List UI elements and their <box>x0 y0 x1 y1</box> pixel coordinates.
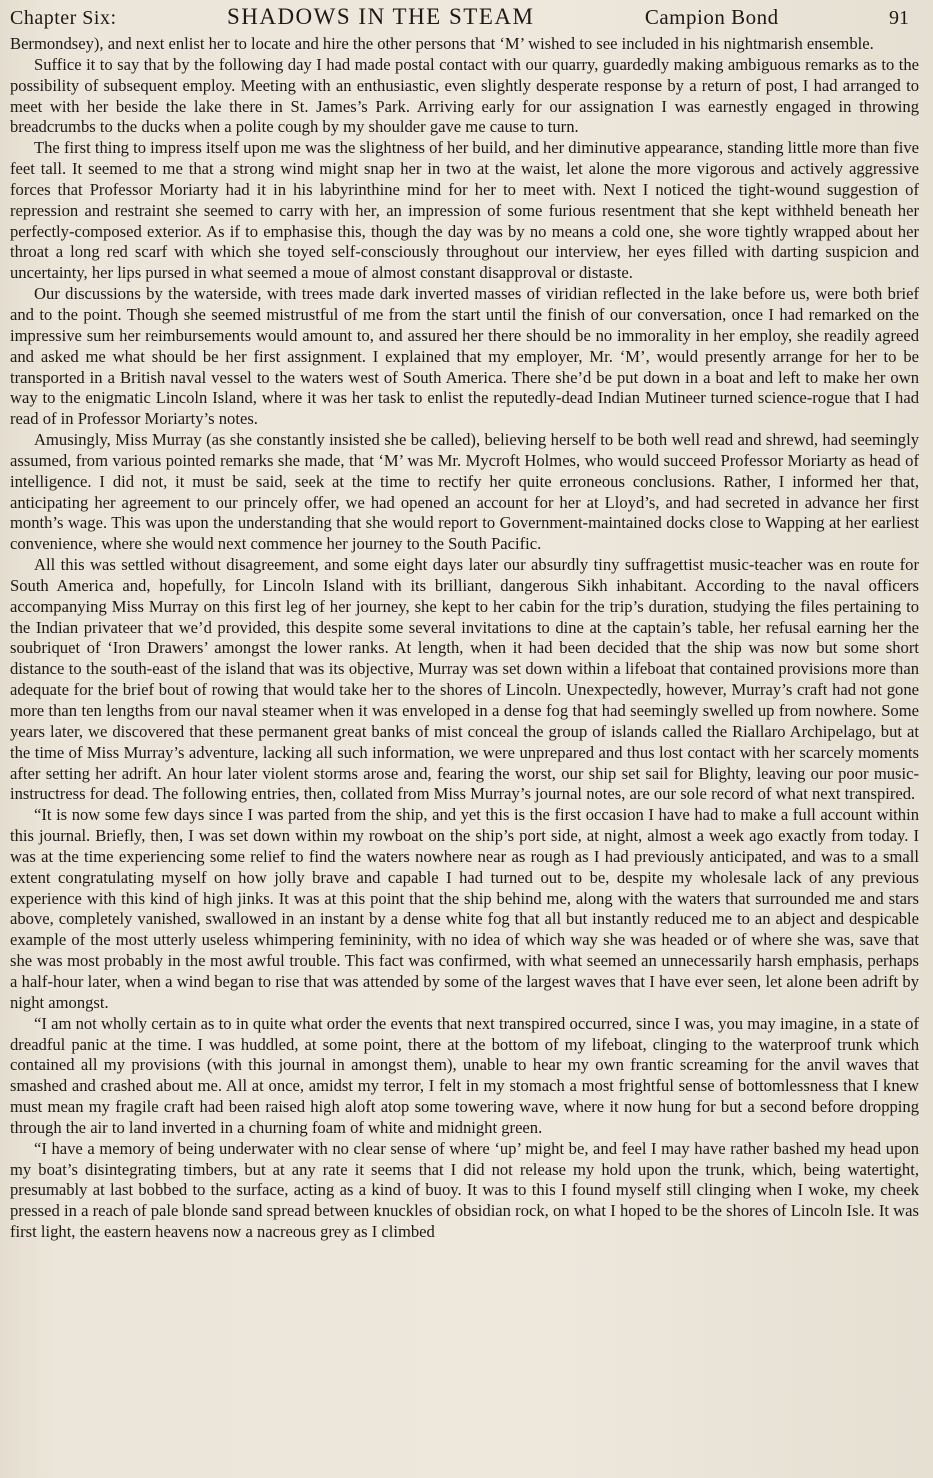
paragraph: “It is now some few days since I was parted from the ship, and yet this is the first occasion I have had to make a full account within this journal. Briefly, then, I was set down within my rowboat on the ship’s port side, at night, almost a week ago exactly from today. I was at the time experiencing some relief to find the waters nowhere near as rough as I had previously anticipated, and was to a small extent congratulating myself on how jolly brave and capable I had turned out to be, despite my wholesale lack of any previous experience with this kind of high jinks. It was at this point that the ship behind me, along with the waters that surrounded me and stars above, completely vanished, swallowed in an instant by a dense white fog that all but instantly reduced me to an abject and despicable example of the most utterly useless whimpering femininity, with no idea of which way she was headed or of where she was, save that she was most probably in the most awful trouble. This fact was confirmed, with what seemed an unnecessarily harsh emphasis, perhaps a half-hour later, when a wind began to rise that was attended by some of the largest waves that I have ever seen, let alone been adrift by night amongst. <box>10 805 919 1012</box>
paragraph: “I am not wholly certain as to in quite what order the events that next transpired occurred, since I was, you may imagine, in a state of dreadful panic at the time. I was huddled, at some point, there at the bottom of my lifeboat, clinging to the waterproof trunk which contained all my provisions (with this journal in amongst them), unable to hear my own frantic screaming for the anvil waves that smashed and crashed about me. All at once, amidst my terror, I felt in my stomach a most frightful sense of bottomlessness that I knew must mean my fragile craft had been raised high aloft atop some towering wave, where it now hung for but a second before dropping through the air to land inverted in a churning foam of white and midnight green. <box>10 1013 919 1137</box>
chapter-title: SHADOWS IN THE STEAM <box>226 4 535 29</box>
paragraph: Amusingly, Miss Murray (as she constantly insisted she be called), believing herself to be both well read and shrewd, had seemingly assumed, from various pointed remarks she made, that ‘M’ was Mr. Mycroft Holmes, who would succeed Professor Moriarty as head of intelligence. I did not, it must be said, seek at the time to rectify her quite erroneous conclusions. Rather, I informed her that, anticipating her agreement to our princely offer, we had opened an account for her at Lloyd’s, and had secreted in advance her first month’s wage. This was upon the understanding that she would report to Government-maintained docks close to Wapping at her earliest convenience, where she would next commence her journey to the South Pacific. <box>10 430 919 554</box>
paragraph: “I have a memory of being underwater with no clear sense of where ‘up’ might be, and feel I may have rather bashed my head upon my boat’s disintegrating timbers, but at any rate it seems that I did not release my hold upon the trunk, which, being watertight, presumably at last bobbed to the surface, acting as a kind of buoy. It was to this I found myself still clinging when I woke, my cheek pressed in a reach of pale blonde sand spread between knuckles of obsidian rock, on what I hoped to be the shores of Lincoln Isle. It was first light, the eastern heavens now a nacreous grey as I climbed <box>10 1138 919 1242</box>
paragraph: The first thing to impress itself upon me was the slightness of her build, and her diminutive appearance, standing little more than five feet tall. It seemed to me that a strong wind might snap her in two at the waist, let alone the more vigorous and actively aggressive forces that Professor Moriarty had it in his labyrinthine mind for her to meet with. Next I noticed the tight-wound suggestion of repression and restraint she seemed to carry with her, an impression of some furious resentment that she kept withheld beneath her perfectly-composed exterior. As if to emphasise this, though the day was by no means a cold one, she wore tightly wrapped about her throat a long red scarf with which she toyed self-consciously throughout our interview, her eyes filled with darting suspicion and uncertainty, her lips pursed in what seemed a moue of almost constant disapproval or distaste. <box>10 138 919 283</box>
page-number: 91 <box>888 7 909 29</box>
chapter-label: Chapter Six: <box>10 7 117 29</box>
paragraph: Suffice it to say that by the following day I had made postal contact with our quarry, guardedly making ambiguous remarks as to the possibility of subsequent employ. Meeting with an enthusiastic, even slightly desperate response by a return of post, I had arranged to meet with her beside the lake there in St. James’s Park. Arriving early for our assignation I was earnestly engaged in throwing breadcrumbs to the ducks when a polite cough by my shoulder gave me cause to turn. <box>10 54 919 137</box>
paragraph: All this was settled without disagreement, and some eight days later our absurdly tiny suffragettist music-teacher was en route for South America and, hopefully, for Lincoln Island with its brilliant, dangerous Sikh inhabitant. According to the naval officers accompanying Miss Murray on this first leg of her journey, she kept to her cabin for the trip’s duration, studying the files pertaining to the Indian privateer that we’d provided, this despite some several invitations to dine at the captain’s table, her refusal earning her the soubriquet of ‘Iron Drawers’ amongst the lower ranks. At length, when it had been decided that the ship was now but some short distance to the south-east of the island that was its objective, Murray was set down within a lifeboat that contained provisions more than adequate for the brief bout of rowing that would take her to the shores of Lincoln. Unexpectedly, however, Murray’s craft had not gone more than ten lengths from our naval steamer when it was enveloped in a dense fog that had seemingly swelled up from nowhere. Some years later, we discovered that these permanent great banks of mist conceal the group of islands called the Riallaro Archipelago, but at the time of Miss Murray’s adventure, lacking all such information, we were unprepared and thus lost contact with her scarcely moments after setting her adrift. An hour later violent storms arose and, fearing the worst, our ship set sail for Blighty, leaving our poor music-instructress for dead. The following entries, then, collated from Miss Murray’s journal notes, are our sole record of what next transpired. <box>10 555 919 804</box>
paragraph: Our discussions by the waterside, with trees made dark inverted masses of viridian reflected in the lake before us, were both brief and to the point. Though she seemed mistrustful of me from the start until the finish of our conversation, once I had remarked on the impressive sum her reimbursements would amount to, and assured her there should be no immorality in her employ, she readily agreed and asked me what should be her first assignment. I explained that my employer, Mr. ‘M’, would presently arrange for her to be transported in a British naval vessel to the waters west of South America. There she’d be put down in a boat and left to make her own way to the enigmatic Lincoln Island, where it was her task to enlist the reputedly-dead Indian Mutineer turned science-rogue that I had read of in Professor Moriarty’s notes. <box>10 284 919 429</box>
body-text <box>10 34 919 1243</box>
running-header <box>10 4 919 34</box>
paragraph: Bermondsey), and next enlist her to locate and hire the other persons that ‘M’ wished to see included in his nightmarish ensemble. <box>10 34 874 53</box>
author-name: Campion Bond <box>644 5 779 29</box>
